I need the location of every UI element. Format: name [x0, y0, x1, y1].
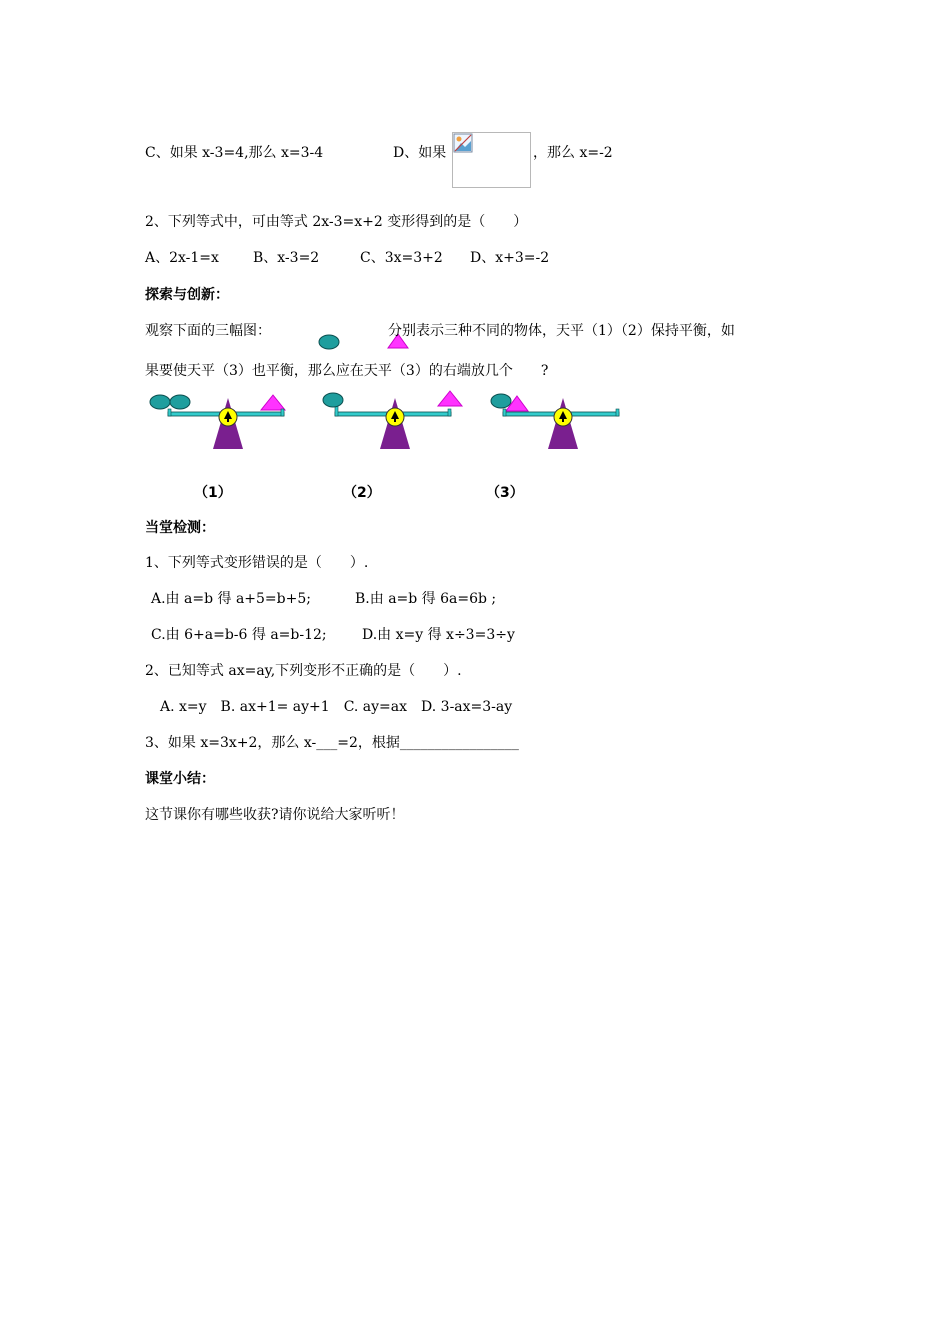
- check-q1-d: D.由 x=y 得 x÷3=3÷y: [362, 627, 515, 643]
- balance-label-1: （1）: [194, 485, 232, 501]
- ellipse-object-1a: [150, 395, 170, 409]
- ellipse-object-icon: [318, 334, 340, 350]
- broken-image-placeholder: [452, 132, 531, 188]
- summary-heading: 课堂小结：: [145, 771, 215, 787]
- option-c-text: C、如果 x-3=4,那么 x=3-4: [145, 145, 324, 161]
- check-q3: 3、如果 x=3x+2，那么 x-___=2，根据_________________: [145, 735, 519, 751]
- q2-option-a: A、2x-1=x: [145, 250, 219, 266]
- triangle-object-1: [261, 395, 285, 410]
- triangle-object-2: [438, 391, 462, 406]
- q2-stem: 2、下列等式中，可由等式 2x-3=x+2 变形得到的是（ ）: [145, 214, 528, 230]
- balance-scale-2: [315, 393, 465, 453]
- check-q1-c: C.由 6+a=b-6 得 a=b-12;: [151, 627, 327, 643]
- option-d-prefix: D、如果: [393, 145, 447, 161]
- balance-label-2: （2）: [343, 485, 381, 501]
- ellipse-object-3: [491, 394, 511, 408]
- broken-image-icon: [453, 133, 473, 153]
- explore-line1-suffix: 分别表示三种不同的物体，天平（1）（2）保持平衡，如: [388, 323, 735, 339]
- q2-option-b: B、x-3=2: [253, 250, 320, 266]
- explore-heading: 探索与创新：: [145, 287, 229, 303]
- q2-option-c: C、3x=3+2: [360, 250, 443, 266]
- explore-line1-prefix: 观察下面的三幅图：: [145, 323, 271, 339]
- ellipse-object-2: [323, 393, 343, 407]
- check-q1-b: B.由 a=b 得 6a=6b ;: [355, 591, 497, 607]
- option-d-suffix: ，那么 x=-2: [533, 145, 613, 161]
- check-q2-options: A. x=y B. ax+1= ay+1 C. ay=ax D. 3-ax=3-ay: [160, 699, 513, 715]
- explore-line2: 果要使天平（3）也平衡，那么应在天平（3）的右端放几个 ?: [145, 363, 549, 379]
- check-q2: 2、已知等式 ax=ay,下列变形不正确的是（ ）.: [145, 663, 462, 679]
- ellipse-object-1b: [170, 395, 190, 409]
- summary-text: 这节课你有哪些收获?请你说给大家听听！: [145, 807, 405, 823]
- balance-scale-1: [148, 393, 298, 453]
- check-q1: 1、下列等式变形错误的是（ ）.: [145, 555, 369, 571]
- q2-option-d: D、x+3=-2: [470, 250, 550, 266]
- check-heading: 当堂检测：: [145, 520, 215, 536]
- balance-label-3: （3）: [486, 485, 524, 501]
- balance-scale-3: [483, 393, 633, 453]
- check-q1-a: A.由 a=b 得 a+5=b+5;: [151, 591, 311, 607]
